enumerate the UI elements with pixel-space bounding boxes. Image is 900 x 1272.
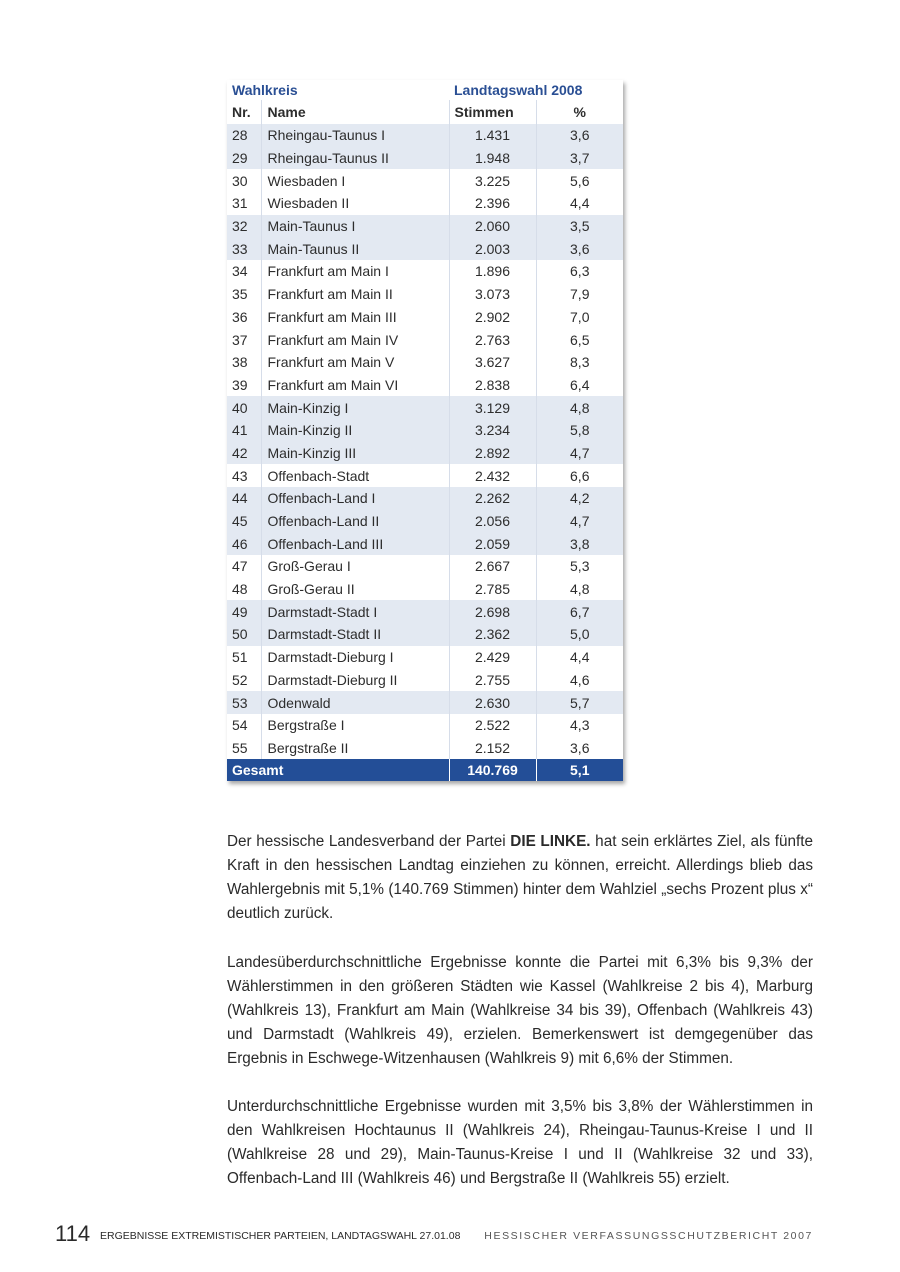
- row-pct: 3,5: [536, 215, 623, 238]
- election-results-table-container: [227, 80, 623, 781]
- paragraph-2: Landesüberdurchschnittliche Ergebnisse konnte die Partei mit 6,3% bis 9,3% der Wählerstimmen in den größeren Städten wie Kassel (Wahlkreise 2 bis 4), Marburg (Wahlkreis 13), Frankfurt am Main (Wahlkreise 34 bis 39), Offenbach (Wahlkreis 43) und Darmstadt (Wahlkreis 49), erzielen. Bemerkenswert ist demgegenüber das Ergebnis in Eschwege-Witzenhausen (Wahlkreis 9) mit 6,6% der Stimmen.: [227, 954, 813, 1068]
- row-nr: 41: [227, 419, 261, 442]
- row-votes: 2.522: [449, 714, 536, 737]
- row-votes: 2.667: [449, 555, 536, 578]
- row-votes: 2.838: [449, 374, 536, 397]
- row-nr: 48: [227, 578, 261, 601]
- row-nr: 28: [227, 124, 261, 147]
- row-nr: 29: [227, 147, 261, 170]
- footer-section-title: ERGEBNISSE EXTREMISTISCHER PARTEIEN, LANDTAGSWAHL 27.01.08: [100, 1230, 461, 1242]
- row-pct: 4,7: [536, 442, 623, 465]
- table-row: [227, 600, 623, 623]
- row-pct: 3,6: [536, 237, 623, 260]
- row-votes: 2.059: [449, 532, 536, 555]
- table-row: [227, 691, 623, 714]
- header-name: Name: [261, 100, 449, 124]
- table-row: [227, 464, 623, 487]
- row-nr: 34: [227, 260, 261, 283]
- row-nr: 50: [227, 623, 261, 646]
- table-body: [227, 124, 623, 759]
- table-row: [227, 124, 623, 147]
- row-pct: 6,3: [570, 263, 590, 280]
- table-row: [227, 578, 623, 601]
- table-row: [227, 623, 623, 646]
- row-votes: 2.362: [449, 623, 536, 646]
- row-votes: 2.396: [449, 192, 536, 215]
- row-name: Main-Taunus I: [261, 215, 449, 238]
- row-pct: 3,6: [570, 739, 590, 756]
- row-pct: 3,7: [536, 147, 623, 170]
- row-pct: 4,8: [570, 581, 590, 598]
- row-pct: 4,4: [570, 195, 590, 212]
- row-votes: 2.630: [449, 691, 536, 714]
- paragraph-3: Unterdurchschnittliche Ergebnisse wurden mit 3,5% bis 3,8% der Wählerstimmen in den Wahlkreisen Hochtaunus II (Wahlkreis 24), Rheingau-Taunus-Kreise I und II (Wahlkreise 28 und 29), Main-Taunus-Kreise I und II (Wahlkreise 32 und 33), Offenbach-Land III (Wahlkreis 46) und Bergstraße II (Wahlkreis 55) erzielt.: [227, 1098, 813, 1188]
- row-name: Frankfurt am Main VI: [261, 374, 449, 397]
- row-name: Offenbach-Stadt: [261, 464, 449, 487]
- row-votes: 2.763: [449, 328, 536, 351]
- row-name: Rheingau-Taunus I: [261, 124, 449, 147]
- row-nr: 43: [227, 464, 261, 487]
- row-nr: 45: [227, 510, 261, 533]
- row-pct: 6,5: [570, 331, 590, 348]
- row-pct: 4,3: [570, 717, 590, 734]
- header-nr: Nr.: [227, 100, 261, 124]
- header-election: Landtagswahl 2008: [454, 82, 583, 98]
- row-nr: 44: [227, 487, 261, 510]
- row-votes: 1.948: [449, 147, 536, 170]
- row-name: Main-Taunus II: [261, 237, 449, 260]
- row-nr: 35: [227, 283, 261, 306]
- table-group-header-row: [227, 80, 623, 100]
- row-pct: 7,9: [570, 286, 590, 303]
- row-pct: 4,6: [570, 671, 590, 688]
- paragraph-1-intro: Der hessische Landesverband der Partei: [227, 833, 511, 850]
- row-nr: 30: [227, 169, 261, 192]
- row-name: Bergstraße II: [261, 737, 449, 760]
- row-nr: 42: [227, 442, 261, 465]
- row-name: Darmstadt-Stadt I: [261, 600, 449, 623]
- table-row: [227, 737, 623, 760]
- row-name: Darmstadt-Dieburg I: [261, 646, 449, 669]
- row-votes: 2.902: [449, 306, 536, 329]
- total-votes: 140.769: [449, 759, 536, 781]
- row-votes: 2.432: [449, 464, 536, 487]
- row-votes: 2.060: [449, 215, 536, 238]
- row-nr: 49: [227, 600, 261, 623]
- party-name: DIE LINKE.: [510, 833, 591, 850]
- table-row: [227, 169, 623, 192]
- table-row: [227, 215, 623, 238]
- row-name: Odenwald: [261, 691, 449, 714]
- row-votes: 1.896: [449, 260, 536, 283]
- row-name: Frankfurt am Main I: [261, 260, 449, 283]
- row-name: Frankfurt am Main V: [261, 351, 449, 374]
- row-nr: 37: [227, 328, 261, 351]
- row-name: Offenbach-Land III: [261, 532, 449, 555]
- row-nr: 38: [227, 351, 261, 374]
- table-row: [227, 442, 623, 465]
- table-row: [227, 419, 623, 442]
- table-row: [227, 510, 623, 533]
- table-row: [227, 192, 623, 215]
- row-votes: 3.073: [449, 283, 536, 306]
- row-pct: 6,6: [570, 467, 590, 484]
- table-column-header-row: [227, 100, 623, 124]
- row-name: Offenbach-Land I: [261, 487, 449, 510]
- row-pct: 4,2: [536, 487, 623, 510]
- row-votes: 3.129: [449, 396, 536, 419]
- row-nr: 54: [227, 714, 261, 737]
- row-pct: 4,8: [536, 396, 623, 419]
- row-pct: 6,4: [570, 376, 590, 393]
- table-row: [227, 374, 623, 397]
- row-votes: 1.431: [449, 124, 536, 147]
- row-pct: 4,7: [536, 510, 623, 533]
- row-name: Frankfurt am Main II: [261, 283, 449, 306]
- row-votes: 2.785: [449, 578, 536, 601]
- row-pct: 8,3: [570, 354, 590, 371]
- footer-report-title: HESSISCHER VERFASSUNGSSCHUTZBERICHT 2007: [484, 1230, 813, 1242]
- row-name: Offenbach-Land II: [261, 510, 449, 533]
- header-votes: Stimmen: [449, 100, 536, 124]
- total-label: Gesamt: [227, 759, 449, 781]
- table-row: [227, 714, 623, 737]
- table-row: [227, 351, 623, 374]
- row-pct: 5,8: [536, 419, 623, 442]
- row-pct: 4,4: [570, 649, 590, 666]
- row-name: Wiesbaden II: [261, 192, 449, 215]
- row-votes: 2.056: [449, 510, 536, 533]
- row-votes: 2.262: [449, 487, 536, 510]
- row-votes: 2.892: [449, 442, 536, 465]
- table-row: [227, 306, 623, 329]
- row-name: Main-Kinzig I: [261, 396, 449, 419]
- page-number: 114: [55, 1221, 91, 1246]
- table-row: [227, 147, 623, 170]
- row-name: Groß-Gerau II: [261, 578, 449, 601]
- row-votes: 2.152: [449, 737, 536, 760]
- table-row: [227, 487, 623, 510]
- row-nr: 46: [227, 532, 261, 555]
- table-row: [227, 669, 623, 692]
- row-nr: 47: [227, 555, 261, 578]
- row-pct: 5,3: [570, 558, 590, 575]
- row-nr: 53: [227, 691, 261, 714]
- row-votes: 3.225: [449, 169, 536, 192]
- row-nr: 52: [227, 669, 261, 692]
- table-row: [227, 237, 623, 260]
- election-results-table: [227, 80, 623, 781]
- table-row: [227, 283, 623, 306]
- row-nr: 31: [227, 192, 261, 215]
- row-votes: 2.698: [449, 600, 536, 623]
- row-votes: 2.003: [449, 237, 536, 260]
- header-pct: %: [573, 104, 586, 120]
- row-votes: 2.755: [449, 669, 536, 692]
- row-nr: 39: [227, 374, 261, 397]
- row-nr: 33: [227, 237, 261, 260]
- row-nr: 36: [227, 306, 261, 329]
- row-votes: 2.429: [449, 646, 536, 669]
- paragraph-1: [227, 830, 813, 926]
- row-name: Frankfurt am Main IV: [261, 328, 449, 351]
- paragraph-1-rest: hat sein erklärtes Ziel, als fünfte Kraft in den hessischen Landtag einziehen zu können, erreicht. Allerdings blieb das Wahlergebnis mit 5,1% (140.769 Stimmen) hinter dem Wahlziel „sechs Prozent plus x“ deutlich zurück.: [227, 833, 813, 923]
- row-pct: 3,8: [536, 532, 623, 555]
- row-pct: 5,7: [536, 691, 623, 714]
- row-name: Main-Kinzig III: [261, 442, 449, 465]
- header-district: Wahlkreis: [232, 82, 298, 98]
- row-name: Main-Kinzig II: [261, 419, 449, 442]
- row-name: Wiesbaden I: [261, 169, 449, 192]
- row-pct: 5,6: [570, 172, 590, 189]
- row-pct: 7,0: [570, 308, 590, 325]
- row-name: Darmstadt-Stadt II: [261, 623, 449, 646]
- row-pct: 6,7: [536, 600, 623, 623]
- table-row: [227, 260, 623, 283]
- row-name: Darmstadt-Dieburg II: [261, 669, 449, 692]
- row-pct: 3,6: [536, 124, 623, 147]
- row-name: Bergstraße I: [261, 714, 449, 737]
- table-total-row: [227, 759, 623, 781]
- table-row: [227, 555, 623, 578]
- row-votes: 3.627: [449, 351, 536, 374]
- row-nr: 32: [227, 215, 261, 238]
- row-name: Rheingau-Taunus II: [261, 147, 449, 170]
- row-nr: 55: [227, 737, 261, 760]
- table-row: [227, 396, 623, 419]
- row-nr: 40: [227, 396, 261, 419]
- row-votes: 3.234: [449, 419, 536, 442]
- row-name: Groß-Gerau I: [261, 555, 449, 578]
- table-row: [227, 646, 623, 669]
- table-row: [227, 532, 623, 555]
- table-row: [227, 328, 623, 351]
- total-pct: 5,1: [536, 759, 623, 781]
- row-pct: 5,0: [536, 623, 623, 646]
- row-name: Frankfurt am Main III: [261, 306, 449, 329]
- row-nr: 51: [227, 646, 261, 669]
